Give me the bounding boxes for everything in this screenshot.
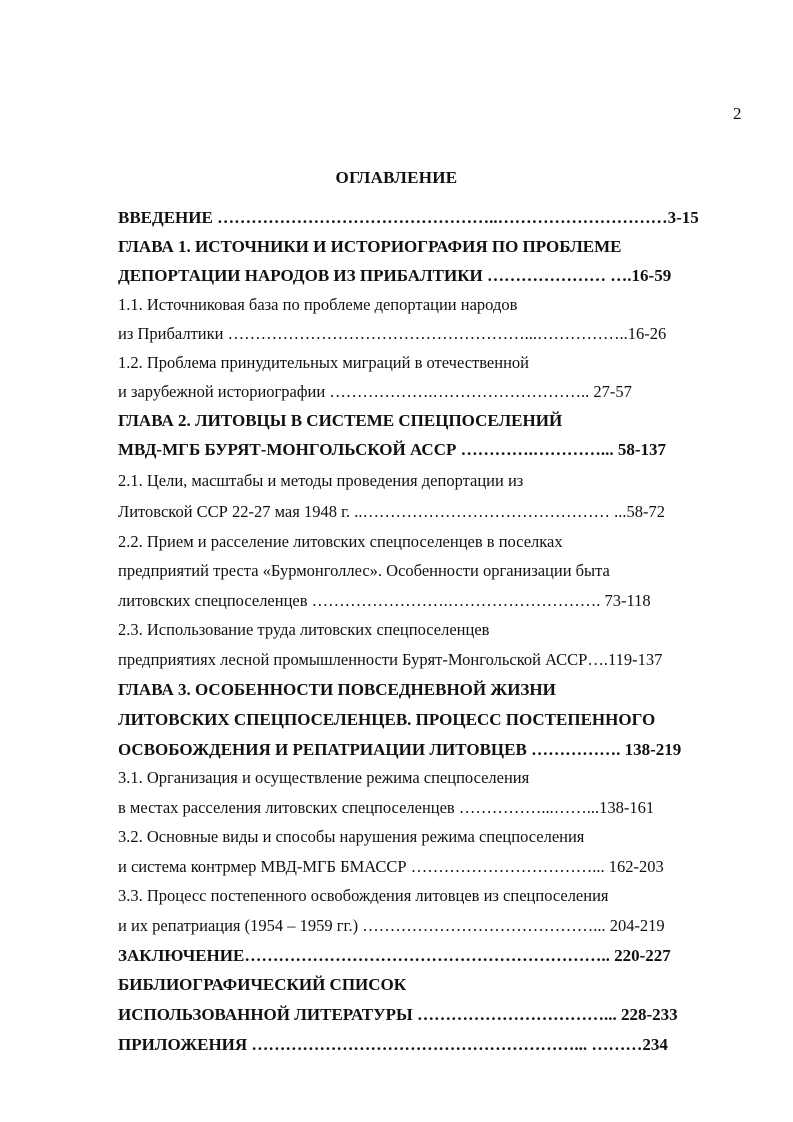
- toc-entry-introduction: ВВЕДЕНИЕ …………………………………………..…………………………3-15: [118, 208, 699, 227]
- toc-title: ОГЛАВЛЕНИЕ: [335, 168, 458, 187]
- toc-entry-2-2-line1: 2.2. Прием и расселение литовских спецпоселенцев в поселках: [118, 532, 563, 551]
- toc-entry-3-3-line2: и их репатриация (1954 – 1959 гг.) ……………………………………... 204-219: [118, 916, 665, 935]
- toc-entry-chapter2-line1: ГЛАВА 2. ЛИТОВЦЫ В СИСТЕМЕ СПЕЦПОСЕЛЕНИЙ: [118, 411, 563, 430]
- toc-entry-3-1-line1: 3.1. Организация и осуществление режима спецпоселения: [118, 768, 530, 787]
- toc-entry-appendices: ПРИЛОЖЕНИЯ …………………………………………………... ………234: [118, 1035, 668, 1054]
- toc-entry-chapter3-line3: ОСВОБОЖДЕНИЯ И РЕПАТРИАЦИИ ЛИТОВЦЕВ ……………. 138-219: [118, 740, 682, 759]
- toc-entry-3-2-line2: и система контрмер МВД-МГБ БМАССР ……………………………... 162-203: [118, 857, 664, 876]
- toc-entry-2-3-line2: предприятиях лесной промышленности Бурят-Монгольской АССР….119-137: [118, 650, 663, 669]
- toc-entry-1-2-line2: и зарубежной историографии ……………….……………………….. 27-57: [118, 382, 632, 401]
- toc-entry-chapter1-line1: ГЛАВА 1. ИСТОЧНИКИ И ИСТОРИОГРАФИЯ ПО ПРОБЛЕМЕ: [118, 237, 622, 256]
- toc-entry-bibliography-line2: ИСПОЛЬЗОВАННОЙ ЛИТЕРАТУРЫ ……………………………... 228-233: [118, 1005, 678, 1024]
- toc-entry-2-2-line2: предприятий треста «Бурмонголлес». Особенности организации быта: [118, 561, 610, 580]
- toc-entry-3-3-line1: 3.3. Процесс постепенного освобождения литовцев из спецпоселения: [118, 886, 609, 905]
- toc-entry-bibliography-line1: БИБЛИОГРАФИЧЕСКИЙ СПИСОК: [118, 975, 407, 994]
- toc-entry-2-1-line1: 2.1. Цели, масштабы и методы проведения депортации из: [118, 471, 524, 490]
- toc-entry-chapter1-line2: ДЕПОРТАЦИИ НАРОДОВ ИЗ ПРИБАЛТИКИ ………………… ….16-59: [118, 266, 672, 285]
- toc-entry-conclusion: ЗАКЛЮЧЕНИЕ……………………………………………………….. 220-227: [118, 946, 671, 965]
- toc-entry-2-1-line2: Литовской ССР 22-27 мая 1948 г. ..……………………………………… ...58-72: [118, 502, 665, 521]
- toc-entry-1-1-line1: 1.1. Источниковая база по проблеме депортации народов: [118, 295, 518, 314]
- toc-entry-3-1-line2: в местах расселения литовских спецпоселенцев ……………...……...138-161: [118, 798, 655, 817]
- page-number: 2: [733, 104, 742, 123]
- toc-entry-1-1-line2: из Прибалтики ………………………………………………...……………..16-26: [118, 324, 667, 343]
- toc-entry-2-2-line3: литовских спецпоселенцев …………………….………………………. 73-118: [118, 591, 651, 610]
- toc-entry-1-2-line1: 1.2. Проблема принудительных миграций в отечественной: [118, 353, 529, 372]
- toc-entry-3-2-line1: 3.2. Основные виды и способы нарушения режима спецпоселения: [118, 827, 585, 846]
- toc-entry-chapter2-line2: МВД-МГБ БУРЯТ-МОНГОЛЬСКОЙ АССР ………….…………... 58-137: [118, 440, 667, 459]
- toc-entry-2-3-line1: 2.3. Использование труда литовских спецпоселенцев: [118, 620, 490, 639]
- toc-entry-chapter3-line1: ГЛАВА 3. ОСОБЕННОСТИ ПОВСЕДНЕВНОЙ ЖИЗНИ: [118, 680, 556, 699]
- toc-entry-chapter3-line2: ЛИТОВСКИХ СПЕЦПОСЕЛЕНЦЕВ. ПРОЦЕСС ПОСТЕПЕННОГО: [118, 710, 656, 729]
